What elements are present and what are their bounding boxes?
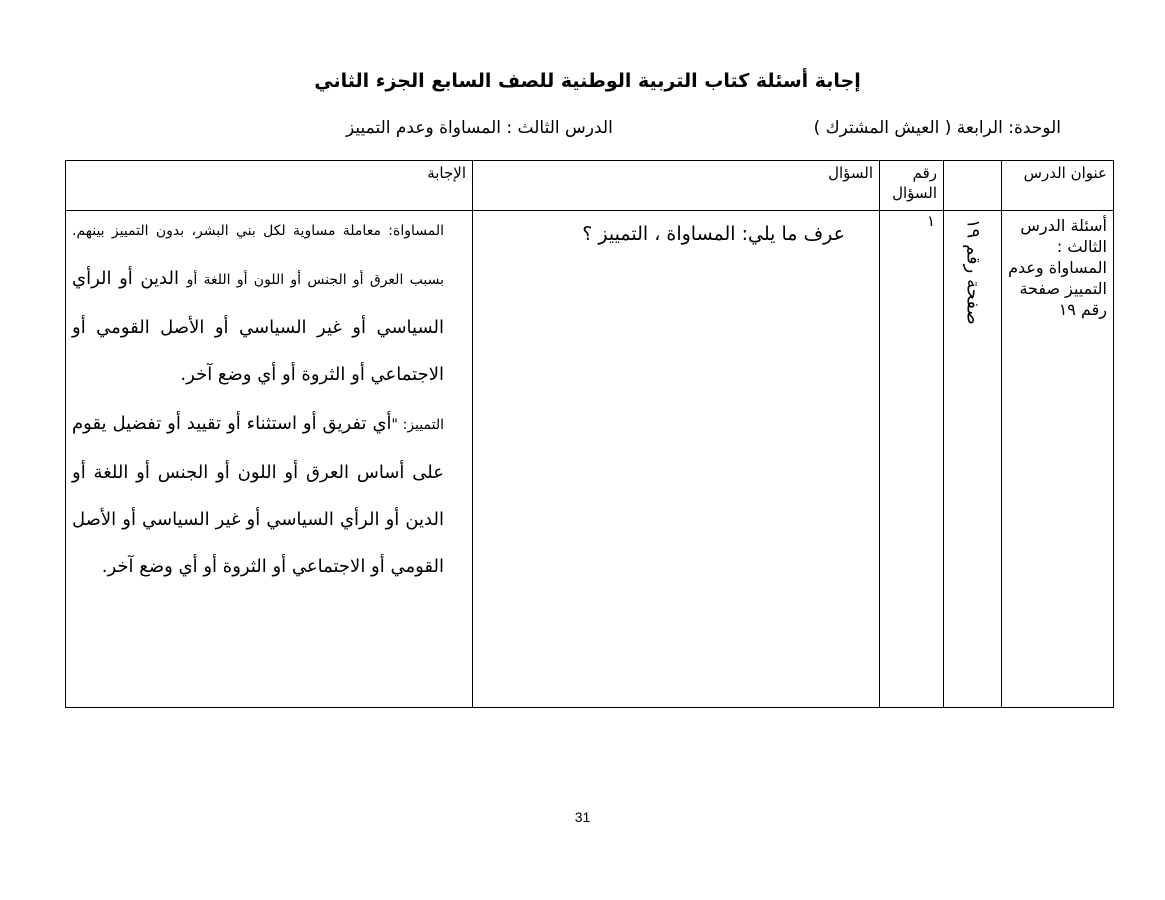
header-question-number: رقم السؤال (880, 161, 944, 211)
side-label-cell (944, 211, 1002, 708)
header-answer: الإجابة (66, 161, 473, 211)
unit-heading: الوحدة: الرابعة ( العيش المشترك ) (813, 118, 1061, 138)
answer-discrimination-rest: أي تفريق أو استثناء أو تقييد أو تفضيل يقوم على أساس العرق أو اللون أو الجنس أو اللغة أو الدين أو الرأي السياسي أو غير السياسي أو الأصل القومي أو الاجتماعي أو الثروة أو أي وضع آخر. (72, 413, 444, 577)
lesson-heading: الدرس الثالث : المساواة وعدم التمييز (346, 118, 613, 138)
questions-table (65, 160, 1114, 708)
question-number-cell (880, 211, 944, 708)
table-header-row (66, 161, 1114, 211)
header-question: السؤال (473, 161, 880, 211)
answer-equality-lead: المساواة: معاملة مساوية لكل بني البشر، بدون التمييز بينهم. بسبب العرق أو الجنس أو اللون أو اللغة أو (72, 223, 444, 288)
page-title: إجابة أسئلة كتاب التربية الوطنية للصف السابع الجزء الثاني (314, 70, 861, 92)
answer-discrimination-lead: التمييز: " (391, 417, 444, 433)
page-number: 31 (574, 809, 591, 825)
question-text: عرف ما يلي: المساواة ، التمييز ؟ (582, 223, 845, 245)
header-empty-cell (944, 161, 1002, 211)
lesson-title-cell (1002, 211, 1114, 708)
question-number: ١ (926, 212, 935, 230)
question-cell (473, 211, 880, 708)
table-row (66, 211, 1114, 708)
side-page-label: صفحة رقم ١٩ (962, 219, 984, 325)
answer-equality-rest: الدين أو الرأي السياسي أو غير السياسي أو الأصل القومي أو الاجتماعي أو الثروة أو أي وضع آخر. (72, 268, 444, 385)
header-lesson-title: عنوان الدرس (1002, 161, 1114, 211)
answer-discrimination (66, 400, 472, 590)
answer-cell (66, 211, 473, 708)
lesson-title-text: أسئلة الدرس الثالث : المساواة وعدم التمييز صفحة رقم ١٩ (1008, 216, 1107, 319)
answer-equality (66, 206, 472, 398)
